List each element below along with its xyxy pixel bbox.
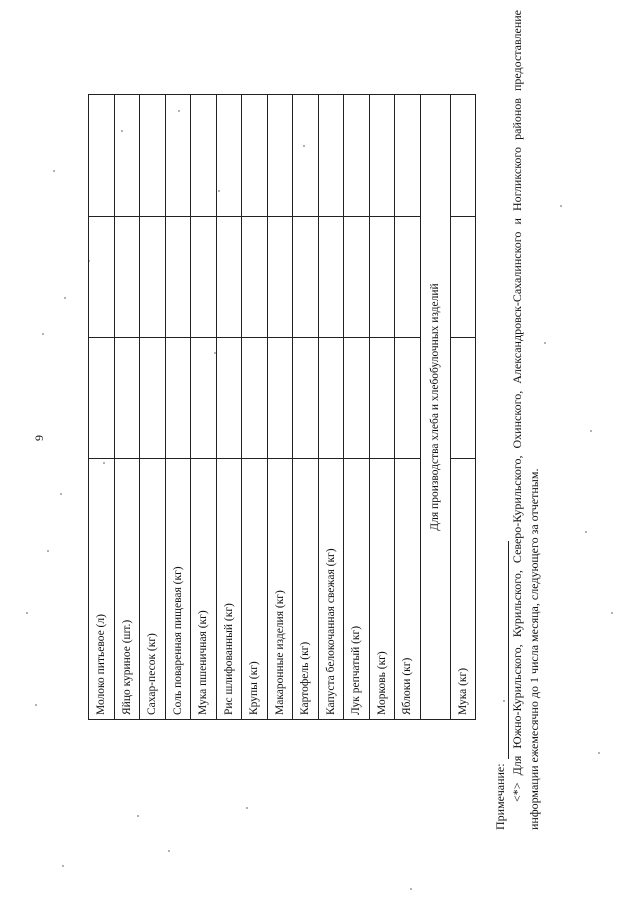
table-cell (369, 95, 395, 217)
table-row (318, 95, 344, 720)
table-cell (216, 338, 242, 459)
table-cell (293, 217, 319, 338)
table-cell (114, 95, 140, 217)
table-row (395, 95, 421, 720)
row-label: Картофель (кг) (293, 459, 319, 720)
table-cell (242, 217, 268, 338)
table-cell (140, 338, 166, 459)
row-label: Капуста белокочанная свежая (кг) (318, 459, 344, 720)
table-cell (318, 217, 344, 338)
table-cell (165, 338, 191, 459)
table-cell (89, 95, 115, 217)
table-row (89, 95, 115, 720)
notes-text: <*> Для Южно-Курильского, Курильского, Северо-Курильского, Охинского, Александровск-Сахалинского и Ногликского районов предоставление информации ежемесячно до 1 числа месяца, следующего за отчетным. (510, 10, 541, 830)
table-cell (242, 95, 268, 217)
table-row (369, 95, 395, 720)
row-label: Яблоки (кг) (395, 459, 421, 720)
table-cell (344, 95, 370, 217)
table-cell (114, 217, 140, 338)
row-label: Мука (кг) (450, 459, 476, 720)
table-row (242, 95, 268, 720)
table-cell (191, 95, 217, 217)
table-cell (89, 217, 115, 338)
table-cell (318, 95, 344, 217)
table-cell (89, 338, 115, 459)
row-label: Соль поваренная пищевая (кг) (165, 459, 191, 720)
row-label: Сахар-песок (кг) (140, 459, 166, 720)
table-cell (216, 217, 242, 338)
table-cell (191, 217, 217, 338)
table-cell (344, 217, 370, 338)
table-cell (140, 95, 166, 217)
notes-label: Примечание: (493, 763, 507, 830)
table-cell (267, 338, 293, 459)
row-label: Макаронные изделия (кг) (267, 459, 293, 720)
table-cell (114, 338, 140, 459)
table-cell (395, 338, 421, 459)
table-row (165, 95, 191, 720)
table-cell (369, 217, 395, 338)
table-cell (216, 95, 242, 217)
table-row (267, 95, 293, 720)
notes-label-line (492, 10, 509, 830)
table-cell (395, 217, 421, 338)
section-header: Для производства хлеба и хлебобулочных изделий (420, 95, 450, 720)
row-label: Мука пшеничная (кг) (191, 459, 217, 720)
table-cell (267, 217, 293, 338)
row-label: Лук репчатый (кг) (344, 459, 370, 720)
notes-block (492, 10, 543, 830)
table-cell (191, 338, 217, 459)
table-cell (450, 217, 476, 338)
table-cell (369, 338, 395, 459)
table-cell (165, 217, 191, 338)
table-row (114, 95, 140, 720)
table-cell (267, 95, 293, 217)
table-cell (344, 338, 370, 459)
table-row (191, 95, 217, 720)
table-row (344, 95, 370, 720)
row-label: Рис шлифованный (кг) (216, 459, 242, 720)
food-products-table (88, 94, 476, 720)
table-cell (165, 95, 191, 217)
table-cell (395, 95, 421, 217)
row-label: Крупы (кг) (242, 459, 268, 720)
table-row (140, 95, 166, 720)
table-cell (293, 95, 319, 217)
table-cell (140, 217, 166, 338)
table-cell (450, 338, 476, 459)
notes-rule (496, 541, 509, 759)
table-row (450, 95, 476, 720)
page-number: 9 (32, 435, 46, 441)
table-cell (450, 95, 476, 217)
table-cell (318, 338, 344, 459)
table-row (293, 95, 319, 720)
table-cell (242, 338, 268, 459)
row-label: Молоко питьевое (л) (89, 459, 115, 720)
row-label: Морковь (кг) (369, 459, 395, 720)
table-cell (293, 338, 319, 459)
section-header-row (420, 95, 450, 720)
row-label: Яйцо куриное (шт.) (114, 459, 140, 720)
table-row (216, 95, 242, 720)
